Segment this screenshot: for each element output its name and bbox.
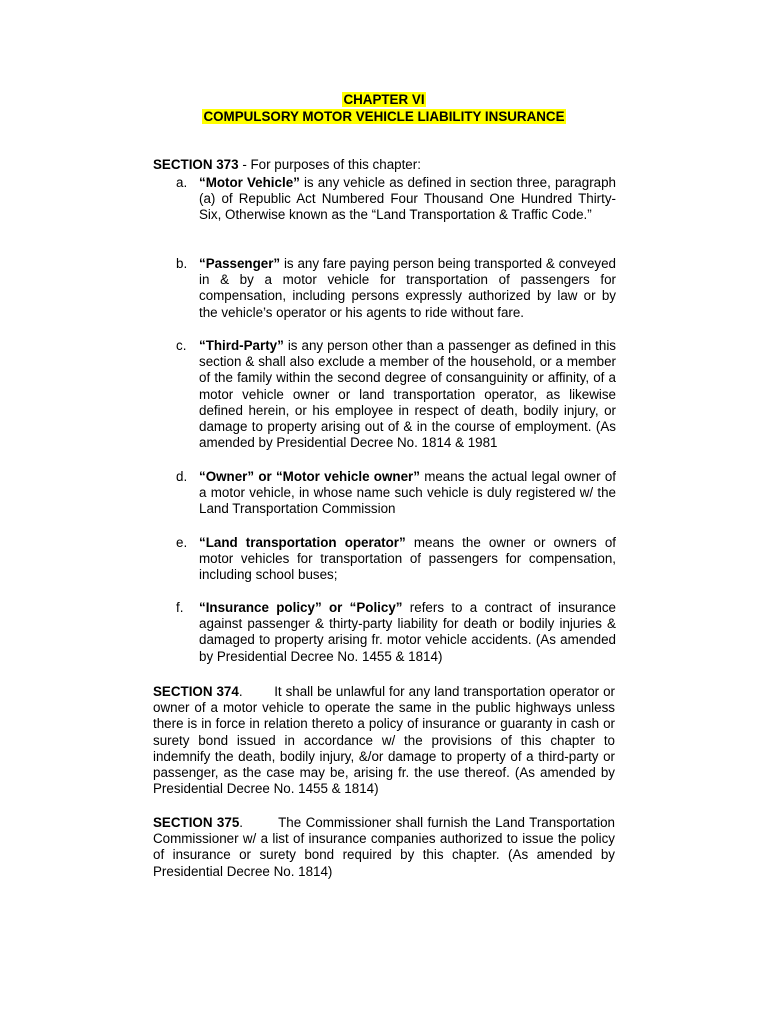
section-373-intro-text: - For purposes of this chapter: bbox=[238, 157, 421, 172]
chapter-title-text: CHAPTER VI bbox=[343, 92, 425, 107]
definition-item-b bbox=[176, 256, 616, 321]
item-term: “Third-Party” bbox=[199, 338, 284, 353]
definition-item-f bbox=[176, 600, 616, 665]
section-373-intro bbox=[153, 157, 615, 173]
item-body bbox=[199, 535, 616, 584]
item-letter: a. bbox=[176, 175, 188, 190]
definition-item-a bbox=[176, 175, 616, 224]
item-text: refers to a contract of insurance against passenger & thirty-party liability for death or bodily injuries & damaged to property arising fr. motor vehicle accidents. (As amended by Presidential Decree No. 1455 & 1814) bbox=[199, 600, 617, 664]
section-375 bbox=[153, 815, 619, 880]
item-term: “Insurance policy” or “Policy” bbox=[199, 600, 403, 615]
definition-item-e bbox=[176, 535, 616, 584]
item-body bbox=[199, 175, 616, 224]
item-text: means the owner or owners of motor vehicles for transportation of passengers for compensation, including school buses; bbox=[199, 535, 616, 583]
section-374-label: SECTION 374 bbox=[153, 684, 239, 699]
item-body bbox=[199, 256, 616, 321]
section-375-label: SECTION 375 bbox=[153, 815, 240, 830]
item-letter: e. bbox=[176, 535, 188, 550]
item-term: “Owner” or “Motor vehicle owner” bbox=[199, 469, 420, 484]
item-body bbox=[199, 600, 616, 665]
item-letter: c. bbox=[176, 338, 187, 353]
definition-item-d bbox=[176, 469, 616, 518]
chapter-subtitle-text: COMPULSORY MOTOR VEHICLE LIABILITY INSURANCE bbox=[203, 109, 565, 124]
item-letter: b. bbox=[176, 256, 188, 271]
item-text: means the actual legal owner of a motor vehicle, in whose name such vehicle is duly registered w/ the Land Transportation Commission bbox=[199, 469, 617, 517]
section-375-text: . The Commissioner shall furnish the Land Transportation Commissioner w/ a list of insurance companies authorized to issue the policy of insurance or surety bond required by this chapter. (As amended by Presidential Decree No. 1814) bbox=[153, 815, 619, 879]
section-374 bbox=[153, 684, 619, 797]
item-term: “Passenger” bbox=[199, 256, 281, 271]
item-letter: f. bbox=[176, 600, 184, 615]
section-374-text: . It shall be unlawful for any land transportation operator or owner of a motor vehicle to operate the same in the public highways unless there is in force in relation thereto a policy of insurance or guaranty in cash or surety bond issued in accordance w/ the provisions of this chapter to indemnify the death, bodily injury, &/or damage to property of a third-party or passenger, as the case may be, arising fr. the use thereof. (As amended by Presidential Decree No. 1455 & 1814) bbox=[153, 684, 619, 797]
item-text: is any person other than a passenger as defined in this section & shall also exclude a member of the household, or a member of the family within the second degree of consanguinity or affinity, of a motor vehicle owner or land transportation operator, as likewise defined herein, or his employee in respect of death, bodily injury, or damage to property arising out of & in the course of employment. (As amended by Presidential Decree No. 1814 & 1981 bbox=[199, 338, 616, 451]
chapter-subtitle bbox=[0, 109, 768, 125]
item-term: “Land transportation operator” bbox=[199, 535, 406, 550]
item-term: “Motor Vehicle” bbox=[199, 175, 300, 190]
item-letter: d. bbox=[176, 469, 188, 484]
item-text: is any vehicle as defined in section three, paragraph (a) of Republic Act Numbered Four Thousand One Hundred Thirty-Six, Otherwise known as the “Land Transportation & Traffic Code.” bbox=[199, 175, 616, 223]
item-body bbox=[199, 338, 616, 451]
item-text: is any fare paying person being transported & conveyed in & by a motor vehicle for transportation of passengers for compensation, including persons expressly authorized by law or by the vehicle’s operator or his agents to ride without fare. bbox=[199, 256, 616, 320]
item-body bbox=[199, 469, 616, 518]
definition-item-c bbox=[176, 338, 616, 451]
section-373-label: SECTION 373 bbox=[153, 157, 239, 172]
chapter-title bbox=[0, 92, 768, 108]
